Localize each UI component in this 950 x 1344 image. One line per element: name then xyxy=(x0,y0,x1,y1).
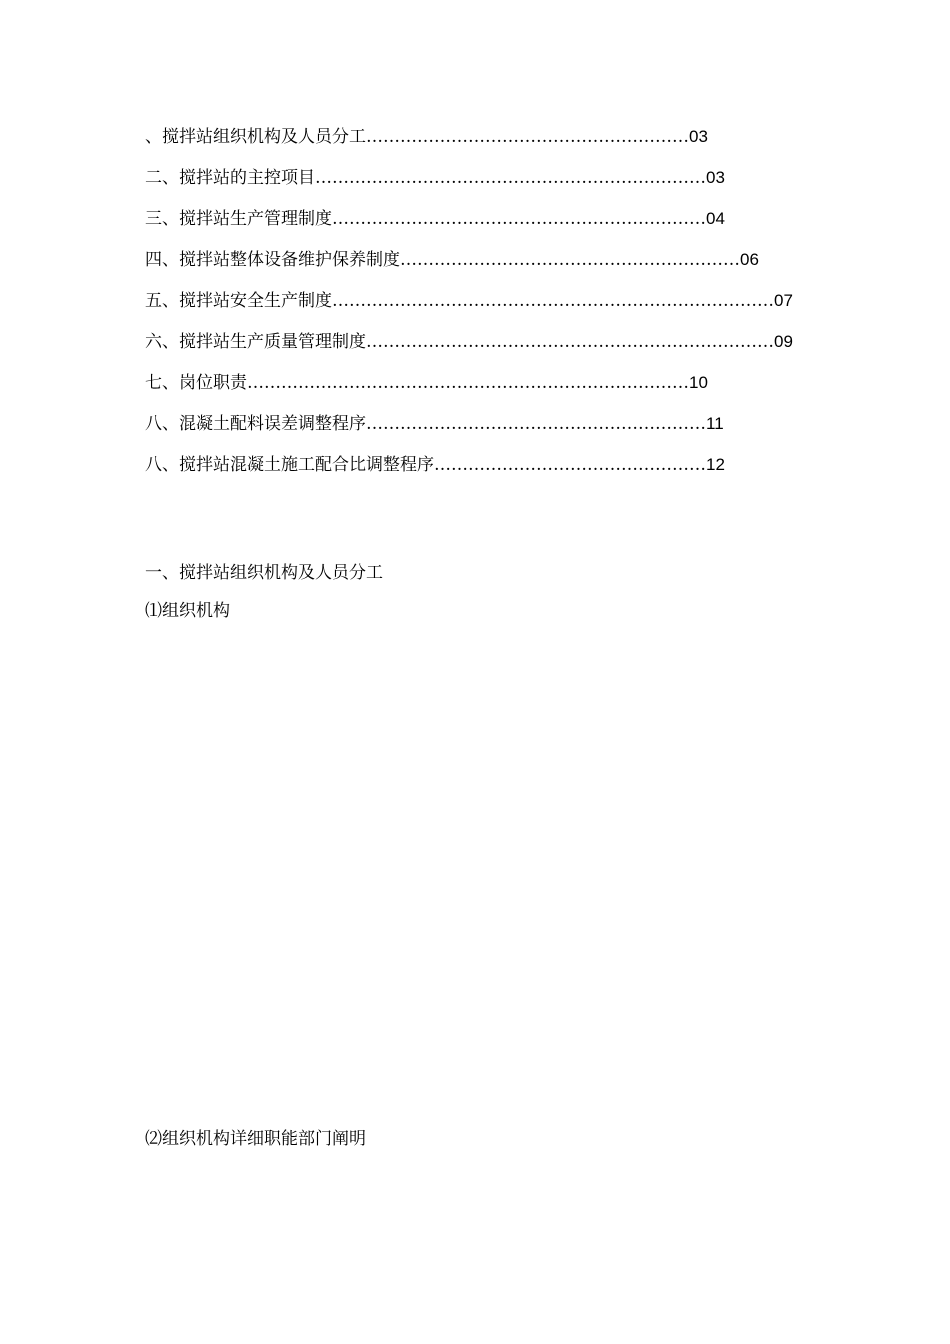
toc-entry-label: 八、混凝土配料误差调整程序 xyxy=(145,414,366,434)
toc-leader-dots: ………………………………………… xyxy=(434,455,706,475)
toc-entry-label: 二、搅拌站的主控项目 xyxy=(145,168,315,188)
toc-entry[interactable] xyxy=(145,247,785,288)
toc-leader-dots: ………………………………………………………… xyxy=(332,209,706,229)
toc-entry[interactable] xyxy=(145,124,785,165)
toc-page-number: 03 xyxy=(689,127,708,146)
toc-leader-dots: …………………………………………………………… xyxy=(315,168,706,188)
toc-entry-label: 八、搅拌站混凝土施工配合比调整程序 xyxy=(145,455,434,475)
toc-page-number: 04 xyxy=(706,209,725,228)
toc-page-number: 11 xyxy=(706,414,724,433)
toc-page-number: 12 xyxy=(706,455,725,474)
toc-entry[interactable] xyxy=(145,206,785,247)
toc-entry-label: 七、岗位职责 xyxy=(145,373,247,393)
toc-entry-label: 五、搅拌站安全生产制度 xyxy=(145,291,332,311)
toc-entry-label: 三、搅拌站生产管理制度 xyxy=(145,209,332,229)
toc-entry-label: 六、搅拌站生产质量管理制度 xyxy=(145,332,366,352)
toc-entry[interactable] xyxy=(145,370,785,411)
toc-page-number: 07 xyxy=(774,291,793,310)
toc-entry-label: 四、搅拌站整体设备维护保养制度 xyxy=(145,250,400,270)
toc-page-number: 03 xyxy=(706,168,725,187)
toc-leader-dots: …………………………………………………………………… xyxy=(332,291,774,311)
toc-entry[interactable] xyxy=(145,165,785,206)
toc-entry[interactable] xyxy=(145,329,793,370)
toc-entry-label: 、搅拌站组织机构及人员分工 xyxy=(145,127,366,147)
toc-entry[interactable] xyxy=(145,288,793,329)
toc-leader-dots: …………………………………………………………………… xyxy=(247,373,689,393)
toc-leader-dots: …………………………………………………… xyxy=(366,414,706,434)
subsection-heading: ⑴组织机构 xyxy=(145,601,230,621)
subsection-heading: ⑵组织机构详细职能部门阐明 xyxy=(145,1129,366,1149)
toc-leader-dots: ……………………………………………………………… xyxy=(366,332,774,352)
toc-page-number: 06 xyxy=(740,250,759,269)
toc-page-number: 09 xyxy=(774,332,793,351)
section-heading: 一、搅拌站组织机构及人员分工 xyxy=(145,563,383,583)
toc-entry[interactable] xyxy=(145,452,785,493)
toc-leader-dots: ………………………………………………… xyxy=(366,127,689,147)
toc-leader-dots: …………………………………………………… xyxy=(400,250,740,270)
toc-entry[interactable] xyxy=(145,411,785,452)
table-of-contents xyxy=(145,124,793,493)
toc-page-number: 10 xyxy=(689,373,708,392)
